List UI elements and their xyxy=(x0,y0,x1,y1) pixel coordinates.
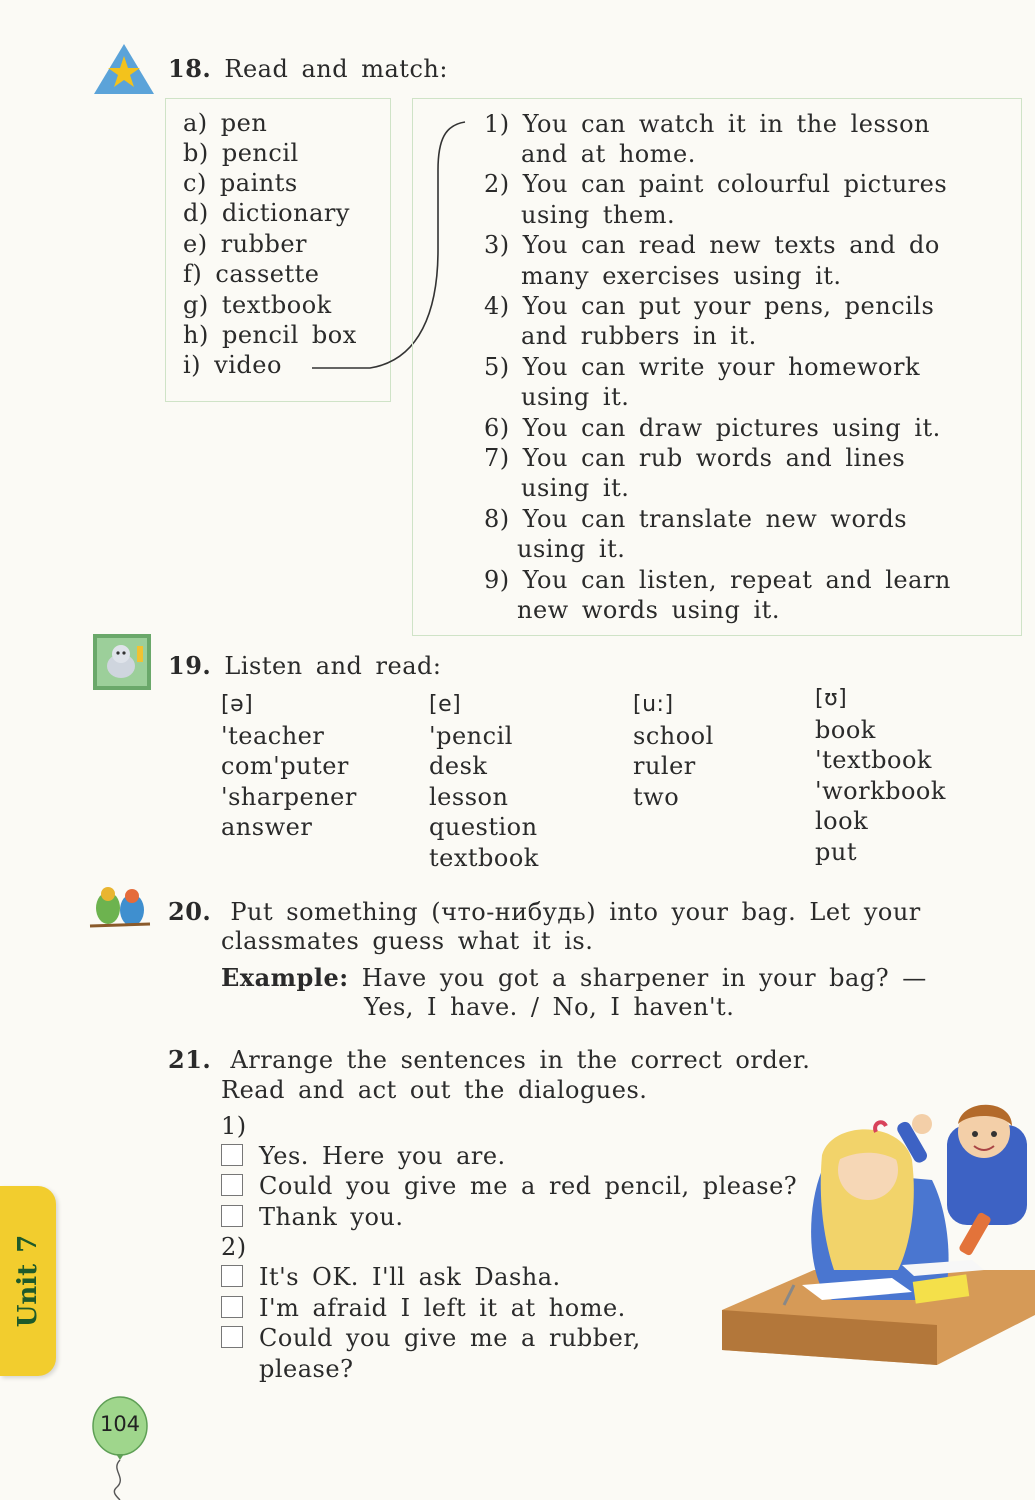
ex20-text-line2: classmates guess what it is. xyxy=(221,927,594,955)
word: com'puter xyxy=(221,752,349,780)
sentence-text: You can listen, repeat and learn xyxy=(522,566,951,594)
sentence-text: using it. xyxy=(521,474,630,502)
listen-icon xyxy=(93,634,151,690)
word: 'teacher xyxy=(221,721,325,750)
sound-symbol: [ə] xyxy=(221,692,254,717)
order-checkbox[interactable] xyxy=(221,1296,243,1318)
sentence-number: 3) xyxy=(484,231,510,259)
sentence-text: You can put your pens, pencils xyxy=(522,292,935,320)
word-item: h) pencil box xyxy=(183,321,357,349)
ex21-text-line2: Read and act out the dialogues. xyxy=(221,1076,648,1104)
word: look xyxy=(815,807,869,835)
order-checkbox[interactable] xyxy=(221,1326,243,1348)
word: 'textbook xyxy=(815,746,932,774)
sentence-text: and rubbers in it. xyxy=(521,322,757,350)
children-at-desk-illustration xyxy=(722,1100,1035,1372)
ex21-text: 21. Arrange the sentences in the correct order. xyxy=(168,1045,811,1074)
dialogue-label: 1) xyxy=(221,1112,247,1140)
word: lesson xyxy=(429,782,509,811)
sentence-number: 2) xyxy=(484,170,510,198)
dialogue-item: Could you give me a rubber, xyxy=(221,1324,641,1352)
sentence-text: using it. xyxy=(517,535,626,563)
sentence-text: You can write your homework xyxy=(522,353,921,381)
sentence-text: using it. xyxy=(521,383,630,411)
sentence-number: 1) xyxy=(484,110,510,138)
dialogue-item: Yes. Here you are. xyxy=(221,1142,506,1170)
word: answer xyxy=(221,813,313,841)
sentence-number: 6) xyxy=(484,414,510,442)
ex18-sentences-box xyxy=(412,98,1022,636)
sound-symbol: [ʊ] xyxy=(815,686,848,711)
word-item: f) cassette xyxy=(183,260,320,288)
word: put xyxy=(815,837,857,866)
dialogue-item: I'm afraid I left it at home. xyxy=(221,1294,626,1322)
word: 'sharpener xyxy=(221,782,357,811)
sound-symbol: [e] xyxy=(429,692,462,717)
sentence-text: You can draw pictures using it. xyxy=(522,414,941,442)
sentence-text: You can paint colourful pictures xyxy=(522,170,948,198)
sentence-text: You can watch it in the lesson xyxy=(522,110,930,138)
unit-tab[interactable] xyxy=(0,1186,56,1376)
word: two xyxy=(633,782,680,811)
sentence-text: and at home. xyxy=(521,140,696,168)
word-item: g) textbook xyxy=(183,291,332,319)
birds-icon xyxy=(86,884,154,934)
order-checkbox[interactable] xyxy=(221,1205,243,1227)
sound-column xyxy=(429,690,539,873)
sentence-number: 4) xyxy=(484,292,510,320)
page-number: 104 xyxy=(99,1412,141,1436)
word-item: c) paints xyxy=(183,169,298,197)
word-item: a) pen xyxy=(183,109,268,137)
ex20-example: Example: Have you got a sharpener in your bag? — xyxy=(221,963,927,992)
ex18-heading: 18. Read and match: xyxy=(168,54,448,83)
word-item: i) video xyxy=(183,351,282,379)
dialogue-item: It's OK. I'll ask Dasha. xyxy=(221,1263,561,1291)
sound-symbol: [u:] xyxy=(633,692,674,717)
ex19-heading: 19. Listen and read: xyxy=(168,651,442,680)
order-checkbox[interactable] xyxy=(221,1174,243,1196)
word: desk xyxy=(429,752,488,780)
sentence-text: You can rub words and lines xyxy=(522,444,906,472)
sentence-number: 8) xyxy=(484,505,510,533)
sentence-number: 5) xyxy=(484,353,510,381)
sentence-text: You can read new texts and do xyxy=(522,231,940,259)
ex20-example-answer: Yes, I have. / No, I haven't. xyxy=(364,993,735,1021)
ex20-text: 20. Put something (что-нибудь) into your bag. Let your xyxy=(168,897,921,926)
order-checkbox[interactable] xyxy=(221,1144,243,1166)
word-item: e) rubber xyxy=(183,230,308,258)
sentence-text: new words using it. xyxy=(517,596,780,624)
word: school xyxy=(633,721,714,750)
sound-column xyxy=(633,690,714,812)
sentence-number: 7) xyxy=(484,444,510,472)
unit-tab-label: Unit 7 xyxy=(13,1234,43,1328)
word: question xyxy=(429,813,538,841)
word: 'workbook xyxy=(815,776,946,805)
sound-column xyxy=(221,690,357,843)
word: ruler xyxy=(633,752,696,780)
sound-column xyxy=(815,684,946,867)
sentence-text: You can translate new words xyxy=(522,505,908,533)
dialogue-label: 2) xyxy=(221,1233,247,1261)
word: textbook xyxy=(429,843,539,872)
sentence-number: 9) xyxy=(484,566,510,594)
word: 'pencil xyxy=(429,721,513,750)
word: book xyxy=(815,715,876,744)
sentence-text: using them. xyxy=(521,201,676,229)
triangle-star-icon xyxy=(92,42,156,96)
order-checkbox[interactable] xyxy=(221,1265,243,1287)
sentence-text: many exercises using it. xyxy=(521,262,842,290)
dialogue-item-continuation: please? xyxy=(259,1355,354,1383)
dialogue-item: Could you give me a red pencil, please? xyxy=(221,1172,797,1200)
word-item: b) pencil xyxy=(183,139,299,167)
word-item: d) dictionary xyxy=(183,199,350,227)
dialogue-item: Thank you. xyxy=(221,1203,404,1231)
